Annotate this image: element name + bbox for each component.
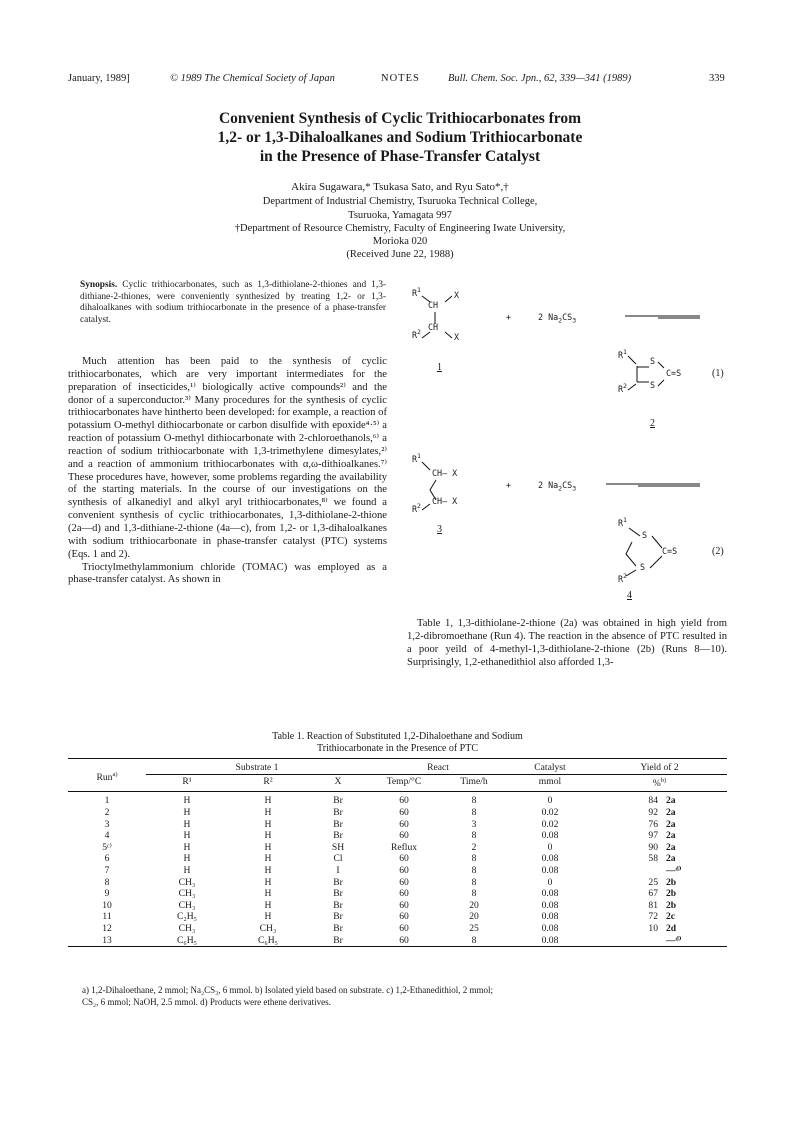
authors: Akira Sugawara,* Tsukasa Sato, and Ryu Sato*,† — [291, 181, 509, 193]
footnote-line: a) 1,2-Dihaloethane, 2 mmol; Na₂CS₃, 6 mmol. b) Isolated yield based on substrate. c) 1,2-Ethanedithiol, 2 mmol; — [82, 985, 493, 995]
table-cell: 0.08 — [541, 934, 559, 946]
table-row — [68, 853, 727, 865]
table-row — [68, 830, 727, 842]
table-cell: Br — [333, 934, 343, 946]
table-cell: H — [264, 818, 272, 830]
table-cell: H — [264, 899, 272, 911]
table-row — [68, 842, 727, 854]
synopsis-text: Cyclic trithiocarbonates, such as 1,3-dithiolane-2-thiones and 1,3-dithiane-2-thiones, were conveniently synthesized by treating 1,2- or 1,3-dihaloalkanes with sodium trithiocarbonate in the presence of a phase-transfer catalyst. — [80, 280, 386, 325]
plus-sign: + — [506, 312, 512, 322]
table-row — [68, 911, 727, 923]
substituent-r2: $R^2$ — [412, 502, 421, 514]
thione-group: C=S — [662, 546, 678, 556]
header-citation: Bull. Chem. Soc. Jpn., 62, 339—341 (1989) — [448, 73, 632, 84]
table-cell: 3 — [471, 818, 477, 830]
table-row — [68, 807, 727, 819]
table-cell: 11 — [102, 911, 112, 923]
table-cell: H — [264, 853, 272, 865]
author-block — [150, 181, 650, 262]
table-cell: SH — [331, 841, 345, 853]
compound-label: 4 — [627, 590, 632, 601]
table-row — [68, 900, 727, 912]
table-cell: 13 — [102, 934, 112, 946]
column-header-run: Run$^{a)}$ — [96, 771, 118, 784]
table-cell: 0 — [547, 795, 553, 807]
halogen-x: X — [454, 332, 460, 342]
title-line: 1,2- or 1,3-Dihaloalkanes and Sodium Trithiocarbonate — [217, 129, 583, 146]
table-cell: 8 — [471, 934, 477, 946]
table-cell: 0.02 — [541, 806, 559, 818]
table-cell: C₂H₅ — [176, 911, 198, 923]
table-cell: Br — [333, 818, 343, 830]
substituent-r1: $R^1$ — [618, 348, 627, 360]
affiliation: †Department of Resource Chemistry, Faculty of Engineering Iwate University, — [234, 222, 566, 234]
column-header-catalyst: Catalyst — [508, 759, 592, 775]
table-cell: 8 — [471, 795, 477, 807]
table-cell: 81 — [648, 899, 658, 911]
table-cell: Reflux — [390, 841, 418, 853]
table-cell: 60 — [399, 806, 409, 818]
column-header-percent: %$^{b)}$ — [652, 776, 667, 789]
substituent-r1: $R^1$ — [412, 452, 421, 464]
table-cell: —ᵈ⁾ — [666, 864, 682, 876]
table-cell: H — [183, 841, 191, 853]
table-cell: 0.02 — [541, 818, 559, 830]
substituent-r2: $R^2$ — [412, 328, 421, 340]
table-cell: 8 — [471, 888, 477, 900]
table-row — [68, 819, 727, 831]
table-cell: 10 — [648, 922, 658, 934]
table-cell: C₆H₅ — [257, 934, 279, 946]
column-header-r2: R² — [263, 776, 273, 788]
table-cell: Br — [333, 922, 343, 934]
table-cell: Br — [333, 806, 343, 818]
table-cell: 76 — [648, 818, 658, 830]
column-header-x: X — [334, 776, 342, 788]
substituent-r1: $R^1$ — [412, 286, 421, 298]
table-cell: H — [264, 795, 272, 807]
header-date: January, 1989] — [68, 73, 130, 84]
ring-sulfur: S — [640, 562, 646, 572]
table-cell — [592, 865, 662, 877]
column-header-temp: Temp/°C — [386, 776, 422, 788]
ring-sulfur: S — [650, 356, 656, 366]
table-cell: 97 — [648, 830, 658, 842]
table-cell: 6 — [104, 853, 110, 865]
table-cell: CH₃ — [178, 888, 196, 900]
table-cell: H — [264, 888, 272, 900]
table-cell: —ᵈ⁾ — [666, 934, 682, 946]
table-cell: 0.08 — [541, 830, 559, 842]
table-cell: 1 — [104, 795, 110, 807]
table-cell: Br — [333, 830, 343, 842]
table-cell: I — [336, 864, 340, 876]
compound-label: 3 — [437, 524, 442, 535]
table-cell: H — [264, 911, 272, 923]
table-cell: 2b — [666, 888, 677, 900]
column-header-mmol: mmol — [538, 776, 562, 788]
table-cell: CH₃ — [178, 922, 196, 934]
header-copyright: © 1989 The Chemical Society of Japan — [170, 73, 335, 84]
table-cell: CH₃ — [259, 922, 277, 934]
table-cell: 2a — [666, 853, 676, 865]
equation-number: (1) — [712, 368, 724, 379]
table-cell: 2a — [666, 795, 676, 807]
ring-sulfur: S — [650, 380, 656, 390]
synopsis — [80, 280, 386, 326]
table-cell: H — [183, 853, 191, 865]
table-cell: 60 — [399, 911, 409, 923]
affiliation: Morioka 020 — [372, 236, 428, 248]
substituent-r2: $R^2$ — [618, 572, 627, 584]
table-cell: 20 — [469, 899, 479, 911]
table-row — [68, 865, 727, 877]
table-cell: Cl — [333, 853, 343, 865]
table-cell: 60 — [399, 864, 409, 876]
table-cell: 60 — [399, 830, 409, 842]
caption-line: Table 1. Reaction of Substituted 1,2-Dihaloethane and Sodium — [272, 731, 523, 742]
table-cell: H — [183, 864, 191, 876]
column-header-r1: R¹ — [182, 776, 192, 788]
compound-label: 1 — [437, 362, 442, 373]
caption-line: Trithiocarbonate in the Presence of PTC — [317, 743, 478, 754]
table-cell: 60 — [399, 795, 409, 807]
title-line: Convenient Synthesis of Cyclic Trithiocarbonates from — [218, 110, 582, 127]
table-caption — [200, 731, 595, 755]
table-cell: 60 — [399, 876, 409, 888]
table-cell: 60 — [399, 922, 409, 934]
table-cell: 4 — [104, 830, 110, 842]
reaction-scheme-1 — [400, 282, 730, 442]
table-cell: 8 — [471, 806, 477, 818]
table-cell: 2c — [666, 911, 676, 923]
body-right-column: Table 1, 1,3-dithiolane-2-thione (2a) was obtained in high yield from 1,2-dibromoethane (Run 4). The reaction in the absence of PTC resulted in a poor yeild of 4-methyl-1,3-dithiolane-2-thione (2b) (Runs 8—10). Surprisingly, 1,2-ethanedithiol also afforded 1,3- — [407, 618, 727, 668]
table-cell: 60 — [399, 899, 409, 911]
table-cell: 10 — [102, 899, 112, 911]
table-cell: H — [264, 841, 272, 853]
table-cell: H — [264, 876, 272, 888]
table-cell: Br — [333, 899, 343, 911]
table-cell: 8 — [471, 876, 477, 888]
table-cell: 0.08 — [541, 864, 559, 876]
table-cell: CH₃ — [178, 876, 196, 888]
table-cell: 2 — [471, 841, 477, 853]
affiliation: Department of Industrial Chemistry, Tsuruoka Technical College, — [262, 196, 538, 208]
table-cell — [592, 935, 662, 947]
table-cell: 72 — [648, 911, 658, 923]
ring-sulfur: S — [642, 530, 648, 540]
table-row — [68, 877, 727, 889]
table-cell: 2 — [104, 806, 110, 818]
substituent-r2: $R^2$ — [618, 382, 627, 394]
table-cell: 8 — [104, 876, 110, 888]
table-cell: 20 — [469, 911, 479, 923]
results-table — [68, 758, 727, 947]
plus-sign: + — [506, 480, 512, 490]
ch-group: CH — [428, 322, 439, 332]
ch-group: CH — [428, 300, 439, 310]
table-cell: 60 — [399, 818, 409, 830]
paragraph: Trioctylmethylammonium chloride (TOMAC) was employed as a phase-transfer catalyst. As shown in — [68, 561, 387, 586]
table-cell: 92 — [648, 806, 658, 818]
table-cell: 67 — [648, 888, 658, 900]
table-cell: 0 — [547, 876, 553, 888]
table-cell: 60 — [399, 934, 409, 946]
table-cell: H — [183, 795, 191, 807]
table-cell: 8 — [471, 830, 477, 842]
column-header-yield: Yield of 2 — [592, 759, 727, 775]
table-cell: 8 — [471, 853, 477, 865]
footnote-line: CS₂, 6 mmol; NaOH, 2.5 mmol. d) Products were ethene derivatives. — [82, 996, 331, 1007]
ch-halide: CH— X — [432, 468, 458, 478]
table-cell: 0.08 — [541, 899, 559, 911]
table-cell: Br — [333, 795, 343, 807]
table-cell: 0.08 — [541, 922, 559, 934]
table-cell: 58 — [648, 853, 658, 865]
article-title — [150, 109, 650, 166]
column-header-substrate: Substrate 1 — [146, 759, 368, 775]
table-cell: 2d — [666, 922, 677, 934]
thione-group: C=S — [666, 368, 682, 378]
table-cell: H — [264, 864, 272, 876]
table-cell: CH₃ — [178, 899, 196, 911]
title-line: in the Presence of Phase-Transfer Catalyst — [259, 148, 541, 165]
reaction-scheme-2 — [400, 448, 730, 608]
table-cell: 3 — [104, 818, 110, 830]
compound-label: 2 — [650, 418, 655, 429]
table-cell: 2a — [666, 830, 676, 842]
table-cell: H — [264, 830, 272, 842]
table-cell: 2a — [666, 841, 676, 853]
table-cell: 25 — [469, 922, 479, 934]
reagent-na2cs3: 2 $Na_2CS_3$ — [538, 480, 577, 493]
table-cell: Br — [333, 888, 343, 900]
table-cell: 9 — [104, 888, 110, 900]
column-header-time: Time/h — [460, 776, 488, 788]
column-header-react: React — [368, 759, 508, 775]
table-cell: 5ᶜ⁾ — [102, 841, 112, 853]
synopsis-label: Synopsis. — [80, 280, 118, 290]
affiliation: Tsuruoka, Yamagata 997 — [348, 209, 452, 221]
table-cell: 25 — [648, 876, 658, 888]
table-cell: 0.08 — [541, 853, 559, 865]
table-cell: 2b — [666, 876, 677, 888]
table-cell: H — [264, 806, 272, 818]
table-cell: Br — [333, 876, 343, 888]
ch-halide: CH— X — [432, 496, 458, 506]
table-cell: Br — [333, 911, 343, 923]
table-cell: H — [183, 830, 191, 842]
table-cell: 0.08 — [541, 888, 559, 900]
table-row — [68, 923, 727, 935]
table-row — [68, 935, 727, 947]
substituent-r1: $R^1$ — [618, 516, 627, 528]
table-cell: 0 — [547, 841, 553, 853]
table-cell: C₆H₅ — [176, 934, 198, 946]
header-page-number: 339 — [709, 73, 725, 84]
body-left-column — [68, 356, 387, 587]
table-cell: 2a — [666, 818, 676, 830]
table-cell: 60 — [399, 888, 409, 900]
table-cell: 60 — [399, 853, 409, 865]
paragraph: Much attention has been paid to the synthesis of cyclic trithiocarbonates, which are very important intermediates for the preparation of insecticides,¹⁾ biologically active compounds²⁾ and the donor of a superconductor.³⁾ Many procedures for the synthesis of cyclic trithiocarbonates have hintherto been developed: for example, a reaction of potassium O-methyl dithiocarbonate or carbon disulfide with epoxide⁴·⁵⁾ a reaction of potassium O-methyl dithiocarbonate with 2-chloroethanols,⁶⁾ a reaction of sodium trithiocarbonate with 1,3-trimethylene dimesylates,²⁾ and a reaction of ammonium trithiocarbonates with α,ω-dithioalkanes.⁷⁾ These procedures have, however, some problems regarding the availability of the starting materials. In the course of our investigations on the synthesis of alkanediyl and alkyl aryl trithiocarbonates,⁸⁾ we found a convenient synthesis of cyclic trithiocarbonates, 1,3-dithiolane-2-thione (2a—d) and 1,3-dithiane-2-thione (4a—c), from 1,2- or 1,3-dihaloalkanes with sodium trithiocarbonate in phase-transfer catalyst (PTC) systems (Eqs. 1 and 2). — [68, 356, 387, 560]
table-cell: 84 — [648, 795, 658, 807]
scheme-1-bonds — [400, 282, 730, 442]
table-cell: 90 — [648, 841, 658, 853]
header-section: NOTES — [381, 73, 420, 84]
table-cell: H — [183, 806, 191, 818]
table-row — [68, 888, 727, 900]
table-cell: 12 — [102, 922, 112, 934]
table-cell: 2b — [666, 899, 677, 911]
table-cell: H — [183, 818, 191, 830]
table-cell: 8 — [471, 864, 477, 876]
table-cell: 7 — [104, 864, 110, 876]
table-cell: 0.08 — [541, 911, 559, 923]
table-cell: 2a — [666, 806, 676, 818]
equation-number: (2) — [712, 546, 724, 557]
table-row — [68, 792, 727, 807]
halogen-x: X — [454, 290, 460, 300]
reagent-na2cs3: 2 $Na_2CS_3$ — [538, 312, 577, 325]
received-date: (Received June 22, 1988) — [346, 249, 454, 261]
table-footnotes — [82, 985, 722, 1008]
